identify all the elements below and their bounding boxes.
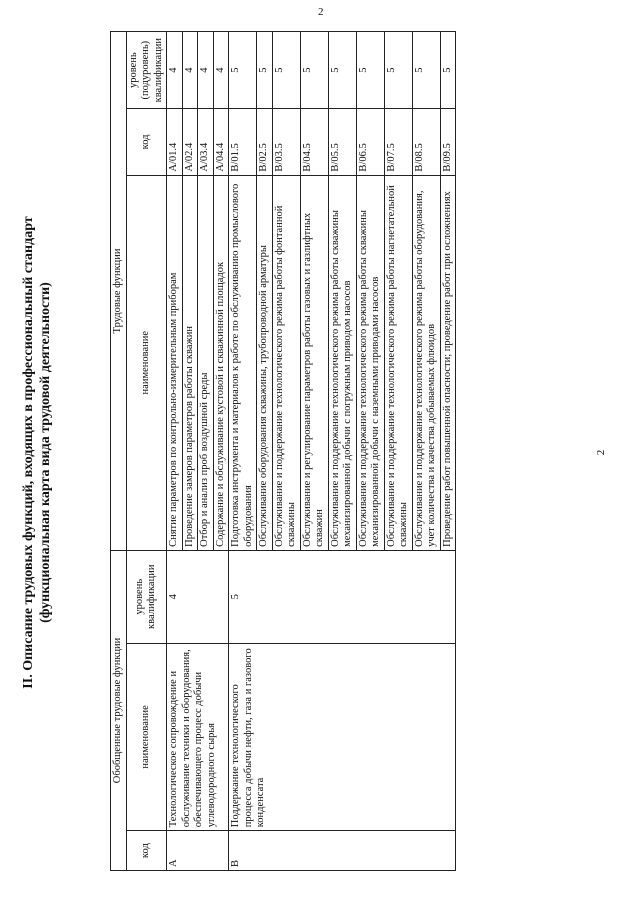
function-name: Подготовка инструмента и материалов к работе по обслуживанию промыслового оборудования (229, 175, 257, 550)
function-name: Содержание и обслуживание кустовой и скважинной площадок (213, 175, 229, 550)
function-code: B/05.5 (328, 109, 356, 175)
function-name: Обслуживание и поддержание технологического режима работы фонтанной скважины (272, 175, 300, 550)
generalized-header: Обобщенные трудовые функции (111, 550, 127, 870)
function-code: B/02.5 (257, 109, 273, 175)
function-code: B/08.5 (412, 109, 440, 175)
function-code: A/04.4 (213, 109, 229, 175)
function-name: Проведение замеров параметров работы скважин (182, 175, 198, 550)
function-code: B/06.5 (356, 109, 384, 175)
group-level: 4 (167, 550, 229, 643)
group-code: A (167, 831, 229, 871)
group-level: 5 (229, 550, 456, 643)
function-code: B/07.5 (384, 109, 412, 175)
function-code: B/09.5 (440, 109, 456, 175)
function-name: Обслуживание и поддержание технологического режима работы нагнетательной скважины (384, 175, 412, 550)
function-level: 5 (412, 32, 440, 109)
table-row (229, 32, 257, 871)
function-level: 4 (198, 32, 214, 109)
function-level: 5 (229, 32, 257, 109)
function-code: A/02.4 (182, 109, 198, 175)
function-name: Обслуживание и поддержание технологического режима работы оборудования, учет количества и качества добываемых флюидов (412, 175, 440, 550)
table-row (167, 32, 183, 871)
function-level: 4 (182, 32, 198, 109)
page-number: 2 (318, 6, 324, 18)
group-name: Поддержание технологического процесса добычи нефти, газа и газового конденсата (229, 643, 456, 831)
function-name: Обслуживание и регулирование параметров работы газовых и газлифтных скважин (300, 175, 328, 550)
function-name: Обслуживание оборудования скважины, трубопроводной арматуры (257, 175, 273, 550)
function-level: 5 (257, 32, 273, 109)
col-function-name: наименование (126, 175, 167, 550)
col-name: наименование (126, 643, 167, 831)
function-level: 5 (272, 32, 300, 109)
section-title: II. Описание трудовых функций, входящих в профессиональный стандарт (21, 216, 36, 689)
function-level: 5 (384, 32, 412, 109)
group-name: Технологическое сопровождение и обслуживание техники и оборудования, обеспечивающего процесс добычи углеводородного сырья (167, 643, 229, 831)
function-name: Обслуживание и поддержание технологического режима работы скважины механизированной добычи с наземными приводами насосов (356, 175, 384, 550)
function-code: A/01.4 (167, 109, 183, 175)
function-name: Проведение работ повышенной опасности; проведение работ при осложнениях (440, 175, 456, 550)
table-body (167, 32, 456, 871)
col-function-code: код (126, 109, 167, 175)
function-level: 5 (328, 32, 356, 109)
function-code: A/03.4 (198, 109, 214, 175)
function-level: 4 (167, 32, 183, 109)
function-code: B/03.5 (272, 109, 300, 175)
function-level: 5 (356, 32, 384, 109)
functional-map-table (110, 31, 456, 871)
col-level: уровень квалификации (126, 550, 167, 643)
labor-header: Трудовые функции (111, 32, 127, 551)
function-level: 5 (300, 32, 328, 109)
col-sublevel: уровень (подуровень) квалификации (126, 32, 167, 109)
function-code: B/04.5 (300, 109, 328, 175)
function-code: B/01.5 (229, 109, 257, 175)
section-subtitle: (функциональная карта вида трудовой деятельности) (38, 282, 53, 623)
function-name: Снятие параметров по контрольно-измерительным приборам (167, 175, 183, 550)
function-name: Отбор и анализ проб воздушной среды (198, 175, 214, 550)
page-number-bottom: 2 (595, 449, 607, 456)
function-level: 5 (440, 32, 456, 109)
group-code: B (229, 831, 456, 871)
col-code: код (126, 831, 167, 871)
function-name: Обслуживание и поддержание технологического режима работы скважины механизированной добычи с погружным приводом насосов (328, 175, 356, 550)
function-level: 4 (213, 32, 229, 109)
